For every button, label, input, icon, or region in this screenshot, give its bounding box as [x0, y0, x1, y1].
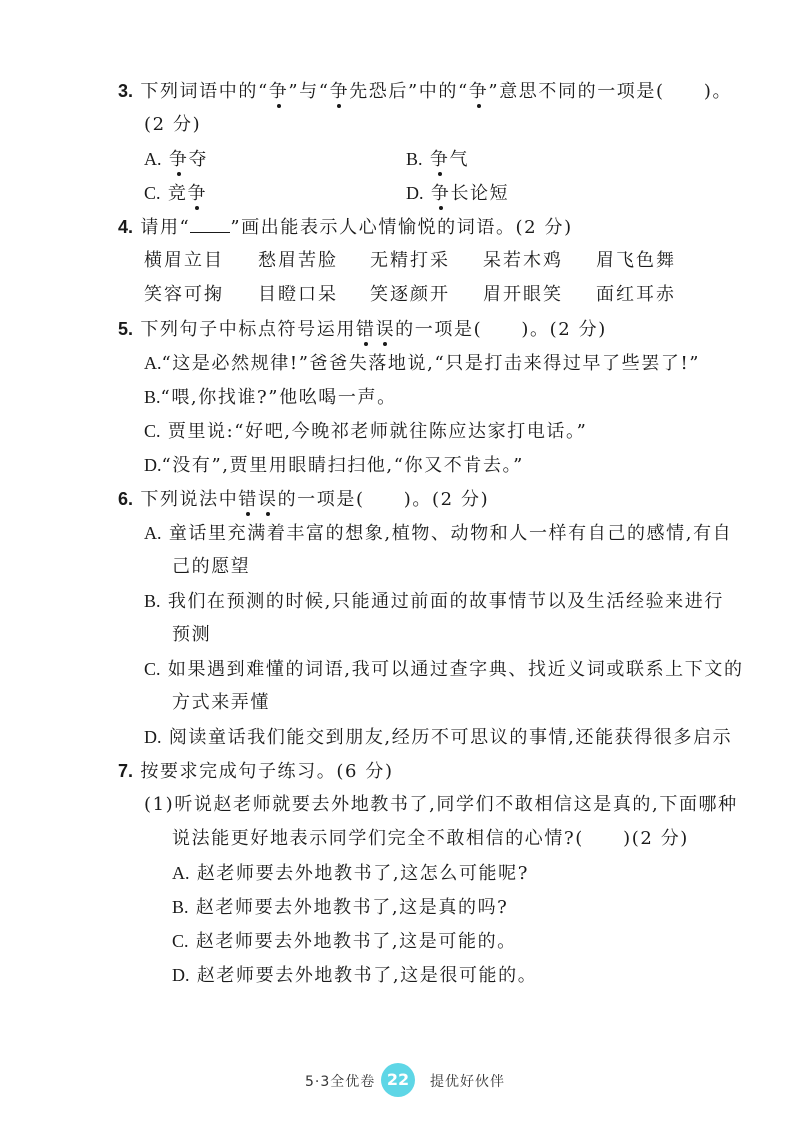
q7-number: 7. — [118, 761, 134, 781]
q3-option-c[interactable]: C. 竞争 — [144, 180, 207, 207]
q4-number: 4. — [118, 217, 134, 237]
q5-number: 5. — [118, 319, 134, 339]
q6-option-a[interactable]: A. 童话里充满着丰富的想象,植物、动物和人一样有自己的感情,有自 — [144, 523, 733, 544]
q7-stem: 7. 按要求完成句子练习。(6 分) — [118, 761, 394, 782]
word-item[interactable]: 愁眉苦脸 — [258, 250, 338, 271]
q7-sub1-option-d[interactable]: D. 赵老师要去外地教书了,这是很可能的。 — [172, 965, 538, 986]
q5-stem: 5. 下列句子中标点符号运用错误的一项是( )。(2 分) — [118, 316, 607, 343]
q3-option-d[interactable]: D. 争长论短 — [406, 180, 509, 207]
word-item[interactable]: 眉飞色舞 — [596, 250, 676, 271]
footer-brand: 5·3全优卷 — [305, 1074, 376, 1090]
q3-number: 3. — [118, 81, 134, 101]
q5-option-b[interactable]: B.“喂,你找谁?”他吆喝一声。 — [144, 387, 397, 408]
page-footer — [0, 1061, 800, 1101]
q6-option-d[interactable]: D. 阅读童话我们能交到朋友,经历不可思议的事情,还能获得很多启示 — [144, 727, 733, 748]
q7-sub1-line1: (1)听说赵老师就要去外地教书了,同学们不敢相信这是真的,下面哪种 — [144, 794, 738, 815]
q6-number: 6. — [118, 489, 134, 509]
word-item[interactable]: 呆若木鸡 — [483, 250, 563, 271]
word-item[interactable]: 目瞪口呆 — [258, 284, 338, 305]
q7-sub1-line2: 说法能更好地表示同学们完全不敢相信的心情?( )(2 分) — [172, 828, 689, 849]
q6-option-b[interactable]: B. 我们在预测的时候,只能通过前面的故事情节以及生活经验来进行 — [144, 591, 724, 612]
underline-blank — [190, 218, 230, 233]
q6-option-c-cont: 方式来弄懂 — [172, 692, 270, 713]
word-item[interactable]: 笑容可掬 — [144, 284, 224, 305]
q3-option-a[interactable]: A. 争夺 — [144, 146, 208, 173]
q6-stem: 6. 下列说法中错误的一项是( )。(2 分) — [118, 486, 489, 513]
q6-option-b-cont: 预测 — [172, 624, 212, 645]
q7-sub1-option-a[interactable]: A. 赵老师要去外地教书了,这怎么可能呢? — [172, 863, 529, 884]
q7-sub1-option-c[interactable]: C. 赵老师要去外地教书了,这是可能的。 — [172, 931, 517, 952]
q7-sub1-option-b[interactable]: B. 赵老师要去外地教书了,这是真的吗? — [172, 897, 509, 918]
word-item[interactable]: 横眉立目 — [144, 250, 224, 271]
page-number-badge: 22 — [381, 1063, 415, 1097]
q6-option-a-cont: 己的愿望 — [172, 556, 251, 577]
word-item[interactable]: 眉开眼笑 — [483, 284, 563, 305]
word-item[interactable]: 面红耳赤 — [596, 284, 676, 305]
q5-option-c[interactable]: C. 贾里说:“好吧,今晚祁老师就往陈应达家打电话。” — [144, 421, 588, 442]
word-item[interactable]: 无精打采 — [370, 250, 450, 271]
q3-score: (2 分) — [144, 114, 202, 135]
q3-option-b[interactable]: B. 争气 — [406, 146, 469, 173]
q3-stem: 3. 下列词语中的“争”与“争先恐后”中的“争”意思不同的一项是( )。 — [118, 78, 732, 105]
footer-slogan: 提优好伙伴 — [430, 1074, 505, 1090]
q6-option-c[interactable]: C. 如果遇到难懂的词语,我可以通过查字典、找近义词或联系上下文的 — [144, 659, 744, 680]
word-item[interactable]: 笑逐颜开 — [370, 284, 450, 305]
q4-stem: 4. 请用“ ”画出能表示人心情愉悦的词语。(2 分) — [118, 217, 573, 238]
q5-option-a[interactable]: A.“这是必然规律!”爸爸失落地说,“只是打击来得过早了些罢了!” — [144, 353, 701, 374]
q5-option-d[interactable]: D.“没有”,贾里用眼睛扫扫他,“你又不肯去。” — [144, 455, 524, 476]
